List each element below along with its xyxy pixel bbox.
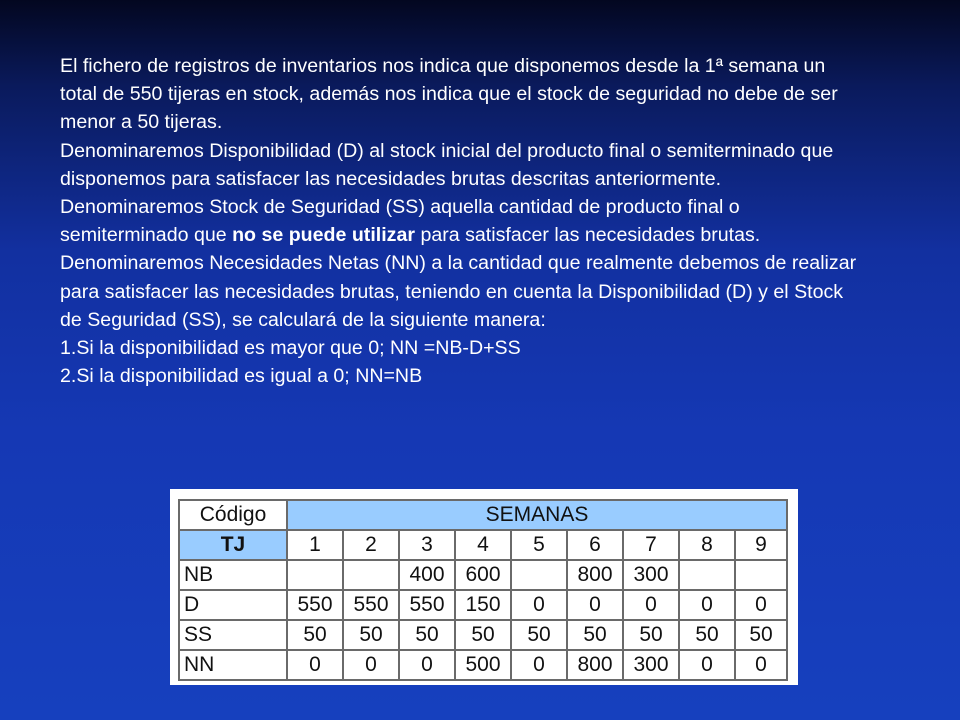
table-cell: 0 — [511, 590, 567, 620]
week-header: 6 — [567, 530, 623, 560]
row-label: D — [179, 590, 287, 620]
paragraph-stock-seguridad — [60, 193, 860, 249]
table-cell: 0 — [735, 650, 787, 680]
table-row-nn — [179, 650, 787, 680]
table-cell: 500 — [455, 650, 511, 680]
table-cell — [287, 560, 343, 590]
table-cell: 550 — [343, 590, 399, 620]
week-header: 9 — [735, 530, 787, 560]
table-cell: 550 — [399, 590, 455, 620]
table-cell: 0 — [679, 590, 735, 620]
table-row-nb — [179, 560, 787, 590]
table-cell: 0 — [735, 590, 787, 620]
table-cell: 50 — [567, 620, 623, 650]
product-code-cell: TJ — [179, 530, 287, 560]
table-cell — [735, 560, 787, 590]
table-cell: 800 — [567, 560, 623, 590]
inventory-table — [178, 499, 788, 681]
table-cell: 50 — [679, 620, 735, 650]
table-cell: 300 — [623, 560, 679, 590]
table-row-d — [179, 590, 787, 620]
table-cell: 400 — [399, 560, 455, 590]
table-cell: 50 — [287, 620, 343, 650]
rule-item-2: 2.Si la disponibilidad es igual a 0; NN=NB — [60, 365, 423, 388]
paragraph-stock-seguridad-start: Denominaremos Stock de Seguridad (SS) aquella cantidad de producto final o semiterminado que — [60, 196, 740, 247]
table-cell: 150 — [455, 590, 511, 620]
table-cell: 50 — [735, 620, 787, 650]
table-cell — [679, 560, 735, 590]
table-cell: 0 — [511, 650, 567, 680]
table-cell: 0 — [343, 650, 399, 680]
table-cell: 50 — [623, 620, 679, 650]
week-header: 2 — [343, 530, 399, 560]
week-header: 4 — [455, 530, 511, 560]
paragraph-stock-seguridad-bold: no se puede utilizar — [232, 224, 415, 247]
paragraph-stock-seguridad-end: para satisfacer las necesidades brutas. — [415, 224, 761, 247]
slide-body-text — [60, 52, 860, 390]
row-label: NN — [179, 650, 287, 680]
table-cell: 550 — [287, 590, 343, 620]
table-cell — [511, 560, 567, 590]
rule-item-1: 1.Si la disponibilidad es mayor que 0; NN =NB-D+SS — [60, 337, 521, 360]
table-cell — [343, 560, 399, 590]
week-header: 8 — [679, 530, 735, 560]
week-header: 1 — [287, 530, 343, 560]
table-cell: 300 — [623, 650, 679, 680]
table-cell: 0 — [679, 650, 735, 680]
row-label: SS — [179, 620, 287, 650]
semanas-header: SEMANAS — [287, 500, 787, 530]
table-cell: 0 — [399, 650, 455, 680]
inventory-table-image — [170, 489, 798, 685]
table-row-ss — [179, 620, 787, 650]
week-header: 5 — [511, 530, 567, 560]
table-header-row — [179, 500, 787, 530]
table-cell: 0 — [567, 590, 623, 620]
paragraph-necesidades-netas: Denominaremos Necesidades Netas (NN) a la cantidad que realmente debemos de realizar para satisfacer las necesidades brutas, teniendo en cuenta la Disponibilidad (D) y el Stock de Seguridad (SS), se calculará de la siguiente manera: — [60, 252, 857, 331]
table-cell: 800 — [567, 650, 623, 680]
row-label: NB — [179, 560, 287, 590]
table-cell: 600 — [455, 560, 511, 590]
table-cell: 0 — [287, 650, 343, 680]
table-cell: 50 — [343, 620, 399, 650]
codigo-header: Código — [179, 500, 287, 530]
table-cell: 50 — [399, 620, 455, 650]
table-cell: 50 — [455, 620, 511, 650]
week-header: 3 — [399, 530, 455, 560]
paragraph-disponibilidad: Denominaremos Disponibilidad (D) al stock inicial del producto final o semiterminado que disponemos para satisfacer las necesidades brutas descritas anteriormente. — [60, 139, 834, 190]
table-cell: 50 — [511, 620, 567, 650]
paragraph-inventory-records: El fichero de registros de inventarios nos indica que disponemos desde la 1ª semana un total de 550 tijeras en stock, además nos indica que el stock de seguridad no debe de ser menor a 50 tijeras. — [60, 55, 838, 134]
table-weeks-row — [179, 530, 787, 560]
week-header: 7 — [623, 530, 679, 560]
table-cell: 0 — [623, 590, 679, 620]
